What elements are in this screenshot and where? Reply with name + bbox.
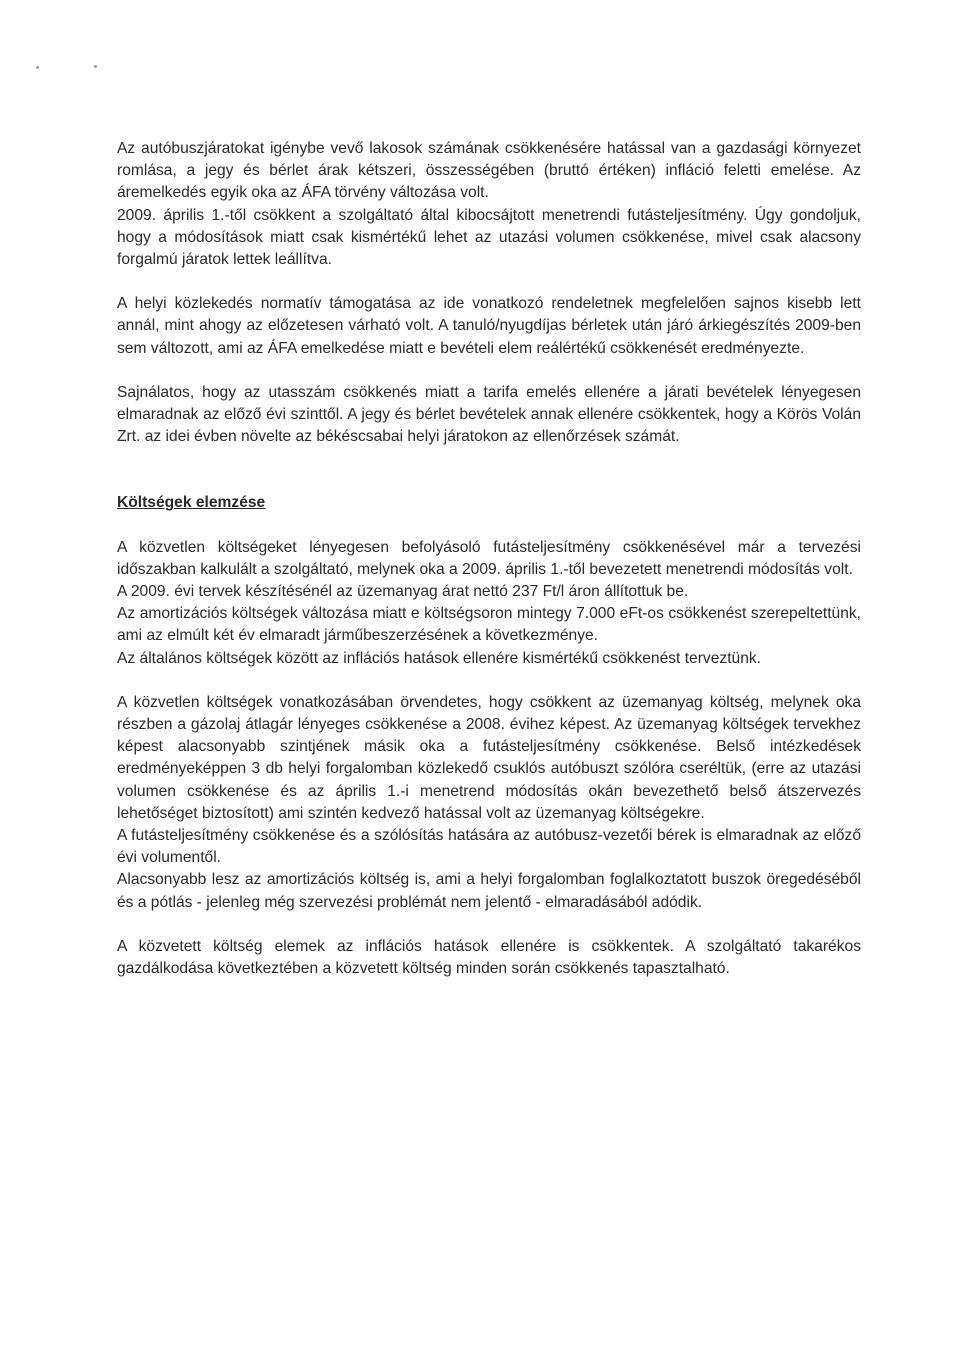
paragraph-amortization-lower: Alacsonyabb lesz az amortizációs költség is, ami a helyi forgalomban foglalkoztatott buszok öregedéséből és a pótlás - jelenleg még szervezési problémát nem jelentő - elmaradásából adódik. (117, 871, 861, 911)
paragraph-driver-wages: A futásteljesítmény csökkenése és a szólósítás hatására az autóbusz-vezetői bérek is elmaradnak az előző évi volumentől. (117, 827, 861, 867)
scan-speck (94, 65, 97, 68)
paragraph-direct-costs: A közvetlen költségeket lényegesen befolyásoló futásteljesítmény csökkenésével már a tervezési időszakban kalkulált a szolgáltató, melynek oka a 2009. április 1.-től bevezetett menetrendi módosítás volt. (117, 538, 861, 578)
paragraph-general-costs: Az általános költségek között az inflációs hatások ellenére kismértékű csökkenést terveztünk. (117, 649, 761, 667)
section-heading-cost-analysis: Költségek elemzése (117, 494, 266, 512)
paragraph-normative-support: A helyi közlekedés normatív támogatása az ide vonatkozó rendeletnek megfelelően sajnos kisebb lett annál, mint ahogy az előzetesen várható volt. A tanuló/nyugdíjas bérletek után járó árkiegészítés 2009-ben sem változott, ami az ÁFA emelkedése miatt e bevételi elem reálértékű csökkenését eredményezte. (117, 295, 861, 357)
paragraph-fuel-cost-decrease: A közvetlen költségek vonatkozásában örvendetes, hogy csökkent az üzemanyag költség, melynek oka részben a gázolaj átlagár lényeges csökkenése a 2008. évihez képest. Az üzemanyag költségek tervekhez képest alacsonyabb szintjének másik oka a futásteljesítmény csökkenése. Belső intézkedések eredményeképpen 3 db helyi forgalomban közlekedő csuklós autóbuszt szólóra cseréltük, (erre az utazási volumen csökkenése és az április 1.-i menetrend módosítás okán bevezethető belső átszervezés lehetőséget biztosított) ami szintén kedvező hatással volt az üzemanyag költségekre. (117, 693, 861, 822)
document-body (117, 138, 861, 980)
paragraph-fuel-price-plan: A 2009. évi tervek készítésénél az üzemanyag árat nettó 237 Ft/l áron állítottuk be. (117, 583, 689, 601)
paragraph-indirect-costs: A közvetett költség elemek az inflációs hatások ellenére is csökkentek. A szolgáltató takarékos gazdálkodása következtében a közvetett költség minden során csökkenés tapasztalható. (117, 937, 861, 978)
paragraph-revenue-shortfall: Sajnálatos, hogy az utasszám csökkenés miatt a tarifa emelés ellenére a járati bevételek lényegesen elmaradnak az előző évi szinttől. A jegy és bérlet bevételek annak ellenére csökkentek, hogy a Körös Volán Zrt. az idei évben növelte az békéscsabai helyi járatokon az ellenőrzések számát. (117, 383, 861, 446)
paragraph-amortization-plan: Az amortizációs költségek változása miatt e költségsoron mintegy 7.000 eFt-os csökkenést szerepeltettünk, ami az elmúlt két év elmaradt járműbeszerzésének a következménye. (117, 605, 861, 645)
scan-specks (36, 62, 106, 72)
scan-speck (36, 66, 39, 69)
paragraph-timetable-change: 2009. április 1.-től csökkent a szolgáltató által kibocsájtott menetrendi futásteljesítmény. Úgy gondoljuk, hogy a módosítások miatt csak kismértékű lehet az utazási volumen csökkenése, mivel csak alacsony forgalmú járatok lettek leállítva. (117, 206, 861, 269)
paragraph-passenger-decline: Az autóbuszjáratokat igénybe vevő lakosok számának csökkenésére hatással van a gazdasági környezet romlása, a jegy és bérlet árak kétszeri, összességében (bruttó értéken) infláció feletti emelése. Az áremelkedés egyik oka az ÁFA törvény változása volt. (117, 140, 861, 202)
